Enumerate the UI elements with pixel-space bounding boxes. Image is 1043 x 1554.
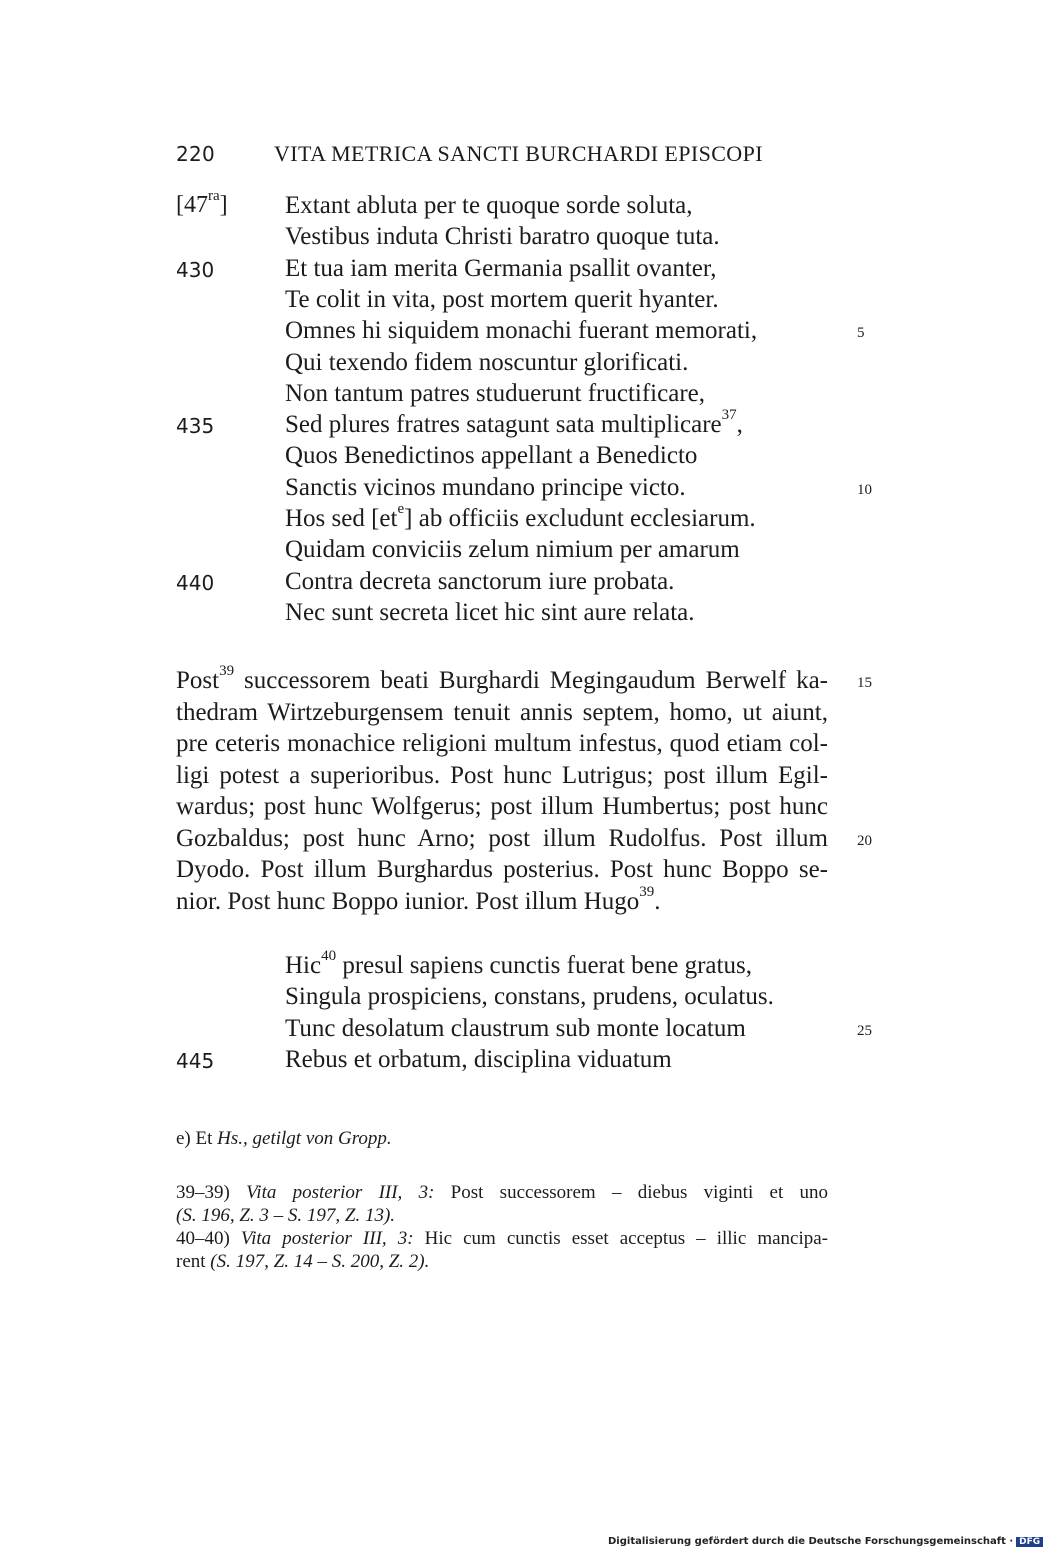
line-text: Post (176, 667, 220, 694)
verse-text (285, 1046, 672, 1074)
verse-text (285, 317, 757, 345)
prose-text (176, 762, 828, 790)
line-text: Dyodo. Post illum Burghardus posterius. Post hunc Boppo se- (176, 856, 828, 883)
note-text (176, 1205, 828, 1227)
line-text: thedram Wirtzeburgensem tenuit annis septem, homo, ut aiunt, (176, 698, 828, 726)
verse-text (285, 948, 752, 980)
line-text-cont: successorem beati Burghardi Megingaudum Berwelf ka- (234, 667, 828, 694)
note-text (176, 1228, 828, 1250)
verse-line (0, 407, 1000, 443)
verse-text (285, 380, 705, 408)
source-note-line (176, 1228, 828, 1250)
verse-line (0, 286, 1000, 318)
note-text (176, 1251, 828, 1273)
verse-line-number: 430 (176, 257, 215, 282)
verse-line-number: 435 (176, 414, 215, 439)
margin-line-number: 10 (857, 481, 872, 498)
verse-line (0, 442, 1000, 474)
line-text: Et tua iam merita Germania psallit ovanter, (285, 254, 717, 282)
line-text-cont: . (654, 887, 661, 915)
prose-line (176, 856, 828, 888)
line-text: Nec sunt secreta licet hic sint aure relata. (285, 598, 695, 626)
verse-line (0, 983, 1000, 1015)
note-body: Hic cum cunctis esset acceptus – illic mancipa- (413, 1228, 828, 1249)
line-text: Quidam conviciis zelum nimium per amarum (285, 536, 740, 564)
source-note-line (176, 1205, 828, 1227)
verse-text (285, 501, 756, 533)
prose-text (176, 663, 828, 695)
line-text: pre ceteris monachice religioni multum infestus, quod etiam col- (176, 730, 828, 757)
folio-end: ] (219, 192, 228, 218)
note-text (176, 1128, 828, 1150)
line-text: Qui texendo fidem noscuntur glorificati. (285, 348, 689, 376)
margin-line-number: 15 (857, 675, 872, 691)
line-text: Vestibus induta Christi baratro quoque tuta. (285, 223, 720, 251)
footnote-ref: 39 (219, 663, 235, 679)
verse-text (285, 192, 693, 220)
line-text: Hos sed [et (285, 505, 398, 532)
line-text: Non tantum patres studuerunt fructificare, (285, 379, 705, 407)
folio-marker (176, 188, 228, 219)
prose-text (176, 793, 828, 821)
verse-line (0, 599, 1000, 631)
prose-text (176, 699, 828, 727)
footnote-ref: 37 (721, 407, 737, 424)
line-text: Contra decreta sanctorum iure probata. (285, 567, 675, 595)
margin-line-number: 20 (857, 832, 872, 849)
verse-line (0, 948, 1000, 984)
note-body: Post successorem – diebus viginti et uno (434, 1182, 828, 1203)
note-italic: Vita posterior III, 3: (240, 1228, 414, 1249)
verse-text (285, 568, 674, 596)
prose-line (176, 762, 828, 794)
textcrit-note (176, 1128, 828, 1150)
verse-text (285, 286, 719, 314)
line-text: Omnes hi siquidem monachi fuerant memorati, (285, 317, 758, 345)
prose-text (176, 856, 828, 884)
line-text: Sanctis vicinos mundano principe victo. (285, 473, 686, 501)
page-number: 220 (176, 142, 216, 166)
line-text: wardus; post hunc Wolfgerus; post illum Humbertus; post hunc (176, 793, 828, 820)
running-header (176, 141, 763, 167)
prose-line (176, 793, 828, 825)
line-text: Singula prospiciens, constans, prudens, oculatus. (285, 983, 774, 1011)
verse-text (285, 407, 743, 439)
footnote-ref: 39 (639, 883, 655, 900)
verse-line (0, 223, 1000, 255)
footnote-ref: 40 (321, 948, 337, 964)
verse-line (0, 255, 1000, 287)
verse-line (0, 501, 1000, 537)
source-note-line (176, 1182, 828, 1204)
verse-line-number: 445 (176, 1048, 215, 1073)
note-text (176, 1182, 828, 1204)
verse-line (0, 317, 1000, 349)
prose-line (176, 883, 828, 920)
dfg-logo: DFG (1016, 1537, 1043, 1547)
verse-text (285, 255, 716, 283)
prose-line (176, 699, 828, 731)
dfg-text: Digitalisierung gefördert durch die Deutsche Forschungsgemeinschaft · (608, 1536, 1014, 1547)
line-text: Te colit in vita, post mortem querit hyanter. (285, 285, 719, 313)
note-italic: (S. 196, Z. 3 – S. 197, Z. 13). (176, 1205, 396, 1226)
verse-line (0, 568, 1000, 600)
verse-line (0, 188, 1000, 224)
note-label: e) Et (176, 1128, 218, 1149)
prose-line (176, 730, 828, 762)
folio-sup: ra (208, 188, 220, 204)
line-text: Sed plures fratres satagunt sata multiplicare (285, 411, 722, 439)
margin-line-number: 5 (857, 325, 865, 342)
running-title: VITA METRICA SANCTI BURCHARDI EPISCOPI (274, 141, 763, 166)
line-text: Extant abluta per te quoque sorde soluta, (285, 192, 693, 219)
prose-text (176, 825, 828, 853)
verse-text (285, 599, 695, 627)
verse-line (0, 536, 1000, 568)
note-italic: Hs., getilgt von Gropp. (217, 1128, 392, 1149)
prose-text (176, 730, 828, 758)
margin-line-number: 25 (857, 1022, 872, 1039)
line-text-cont: ] ab officiis excludunt ecclesiarum. (404, 505, 756, 532)
verse-line (0, 1015, 1000, 1047)
line-text-cont: presul sapiens cunctis fuerat bene gratus, (336, 952, 752, 979)
verse-text (285, 983, 774, 1011)
verse-line (0, 380, 1000, 412)
prose-line (176, 824, 872, 857)
note-label: rent (176, 1251, 211, 1272)
line-text: Rebus et orbatum, disciplina viduatum (285, 1045, 672, 1073)
line-text: nior. Post hunc Boppo iunior. Post illum Hugo (176, 887, 640, 915)
line-text: Quos Benedictinos appellant a Benedicto (285, 442, 698, 470)
verse-line (0, 474, 1000, 506)
source-note-line (176, 1251, 828, 1273)
verse-text (285, 223, 720, 251)
line-text: Gozbaldus; post hunc Arno; post illum Rudolfus. Post illum (176, 824, 828, 852)
verse-text (285, 349, 688, 377)
note-italic: (S. 197, Z. 14 – S. 200, Z. 2). (210, 1251, 430, 1272)
line-text: ligi potest a superioribus. Post hunc Lutrigus; post illum Egil- (176, 761, 828, 789)
line-text-cont: , (736, 411, 743, 439)
footnote-ref: e (397, 501, 405, 517)
note-label: 39–39) (176, 1182, 247, 1203)
note-label: 40–40) (176, 1228, 241, 1249)
verse-line-number: 440 (176, 570, 215, 595)
line-text: Tunc desolatum claustrum sub monte locatum (285, 1014, 746, 1042)
prose-text (176, 883, 828, 916)
verse-text (285, 474, 686, 502)
verse-text (285, 536, 740, 564)
verse-line (0, 349, 1000, 381)
verse-text (285, 1015, 746, 1043)
prose-line (176, 663, 872, 699)
dfg-footer (608, 1536, 1043, 1547)
note-italic: Vita posterior III, 3: (246, 1182, 435, 1203)
line-text: Hic (285, 952, 322, 979)
verse-text (285, 442, 697, 470)
folio-text: [47 (176, 192, 208, 218)
verse-line (0, 1046, 1000, 1078)
